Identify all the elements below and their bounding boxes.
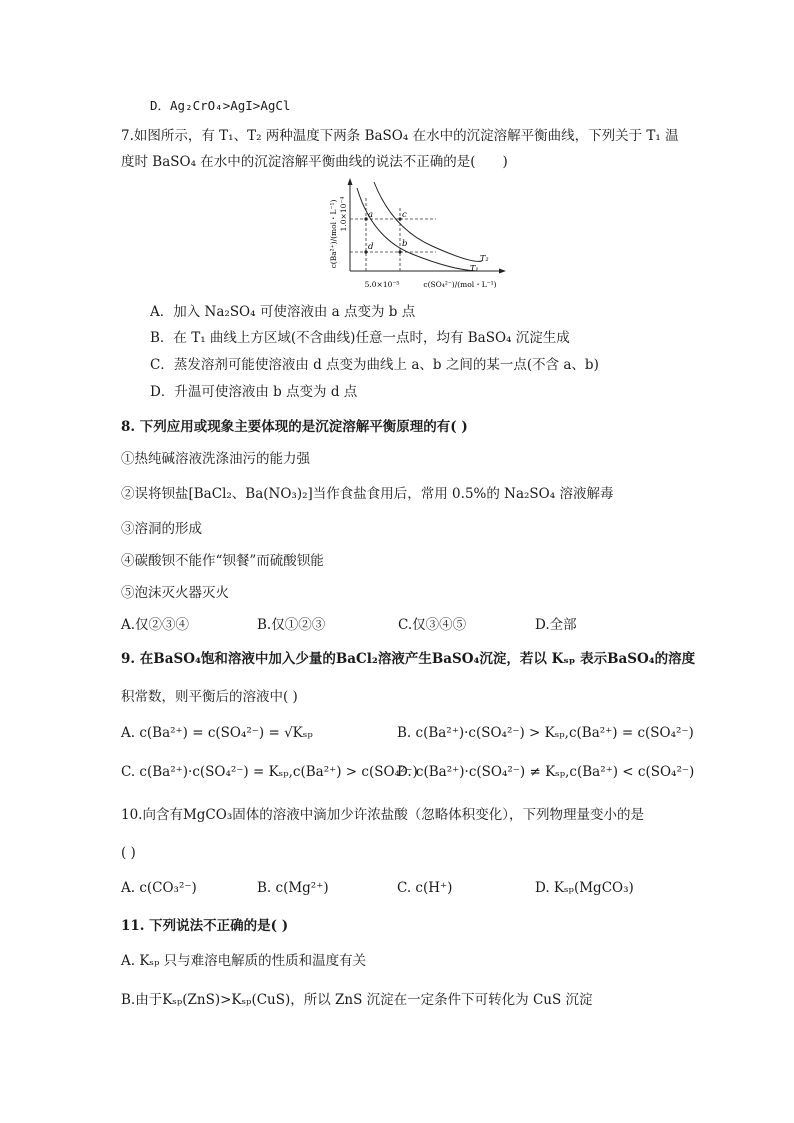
curve-t1 <box>357 188 477 271</box>
label-b: b <box>402 239 408 249</box>
q8-item-3: ③溶洞的形成 <box>121 521 202 537</box>
q7-stem-line1: 7.如图所示，有 T₁、T₂ 两种温度下两条 BaSO₄ 在水中的沉淀溶解平衡曲线，下列关于 T₁ 温 <box>121 128 679 144</box>
q10-option-a: A. c(CO₃²⁻) <box>121 880 197 896</box>
q8-item-2: ②误将钡盐[BaCl₂、Ba(NO₃)₂]当作食盐食用后，常用 0.5%的 Na₂SO₄ 溶液解毒 <box>121 486 614 502</box>
q7-option-c: C．蒸发溶剂可能使溶液由 d 点变为曲线上 a、b 之间的某一点(不含 a、b) <box>150 357 599 373</box>
q6-option-d: D．Ag₂CrO₄>AgI>AgCl <box>150 98 291 113</box>
x-axis-label: c(SO₄²⁻)/(mol・L⁻¹) <box>423 280 497 289</box>
x-axis-arrow <box>499 269 506 274</box>
curve-t2 <box>374 182 482 261</box>
q7-option-a: A．加入 Na₂SO₄ 可使溶液由 a 点变为 b 点 <box>150 304 416 320</box>
label-t1: T₁ <box>470 264 479 273</box>
q7-option-b: B．在 T₁ 曲线上方区域(不含曲线)任意一点时，均有 BaSO₄ 沉淀生成 <box>150 330 570 346</box>
q7-solubility-figure <box>312 176 512 294</box>
q9-stem-line1 <box>121 649 695 669</box>
q8-item-5: ⑤泡沫灭火器灭火 <box>121 585 229 601</box>
q8-stem: 8. 下列应用或现象主要体现的是沉淀溶解平衡原理的有( ) <box>121 419 468 435</box>
y-axis-arrow <box>348 178 353 185</box>
q8-option-a: A.仅②③④ <box>121 617 190 633</box>
label-d: d <box>368 242 374 252</box>
q9-option-c: C. c(Ba²⁺)·c(SO₄²⁻) = Kₛₚ,c(Ba²⁺) > c(SO₄²⁻) <box>121 764 418 780</box>
q8-option-d: D.全部 <box>535 617 577 633</box>
q10-stem-line2: ( ) <box>121 845 136 861</box>
q8-item-1: ①热纯碱溶液洗涤油污的能力强 <box>121 451 310 467</box>
q8-item-4: ④碳酸钡不能作“钡餐”而硫酸钡能 <box>121 553 324 569</box>
q11-option-a: A. Kₛₚ 只与难溶电解质的性质和温度有关 <box>121 953 367 969</box>
q11-option-b: B.由于Kₛₚ(ZnS)>Kₛₚ(CuS)，所以 ZnS 沉淀在一定条件下可转化为 CuS 沉淀 <box>121 992 593 1008</box>
point-b <box>398 250 401 253</box>
q9-stem-text: 9. 在BaSO₄饱和溶液中加入少量的BaCl₂溶液产生BaSO₄沉淀，若以 Kₛₚ 表示BaSO₄的溶度 <box>121 651 696 667</box>
q8-option-b: B.仅①②③ <box>257 617 326 633</box>
q8-option-c: C.仅③④⑤ <box>398 617 467 633</box>
q7-stem-line2: 度时 BaSO₄ 在水中的沉淀溶解平衡曲线的说法不正确的是( ) <box>121 154 508 170</box>
label-a: a <box>368 210 374 220</box>
q7-option-d: D．升温可使溶液由 b 点变为 d 点 <box>150 384 358 400</box>
q10-option-b: B. c(Mg²⁺) <box>257 880 329 896</box>
label-t2: T₂ <box>480 254 489 263</box>
q9-option-a: A. c(Ba²⁺) = c(SO₄²⁻) = √Kₛₚ <box>121 725 313 741</box>
q10-option-d: D. Kₛₚ(MgCO₃) <box>535 880 634 896</box>
q9-option-d: D. c(Ba²⁺)·c(SO₄²⁻) ≠ Kₛₚ,c(Ba²⁺) < c(SO₄²⁻) <box>397 764 695 780</box>
x-tick-label: 5.0×10⁻⁵ <box>364 280 400 289</box>
y-tick-label: 1.0×10⁻⁴ <box>339 196 348 232</box>
label-c: c <box>402 210 407 220</box>
q9-stem-line2: 积常数，则平衡后的溶液中( ) <box>121 689 298 705</box>
q9-option-b: B. c(Ba²⁺)·c(SO₄²⁻) > Kₛₚ,c(Ba²⁺) = c(SO₄²⁻) <box>397 725 694 741</box>
q11-stem: 11. 下列说法不正确的是( ) <box>121 918 289 934</box>
q10-stem-line1: 10.向含有MgCO₃固体的溶液中滴加少许浓盐酸（忽略体积变化），下列物理量变小的是 <box>121 807 644 823</box>
q10-option-c: C. c(H⁺) <box>397 880 453 896</box>
y-axis-label: c(Ba²⁺)/(mol・L⁻¹) <box>329 199 338 269</box>
